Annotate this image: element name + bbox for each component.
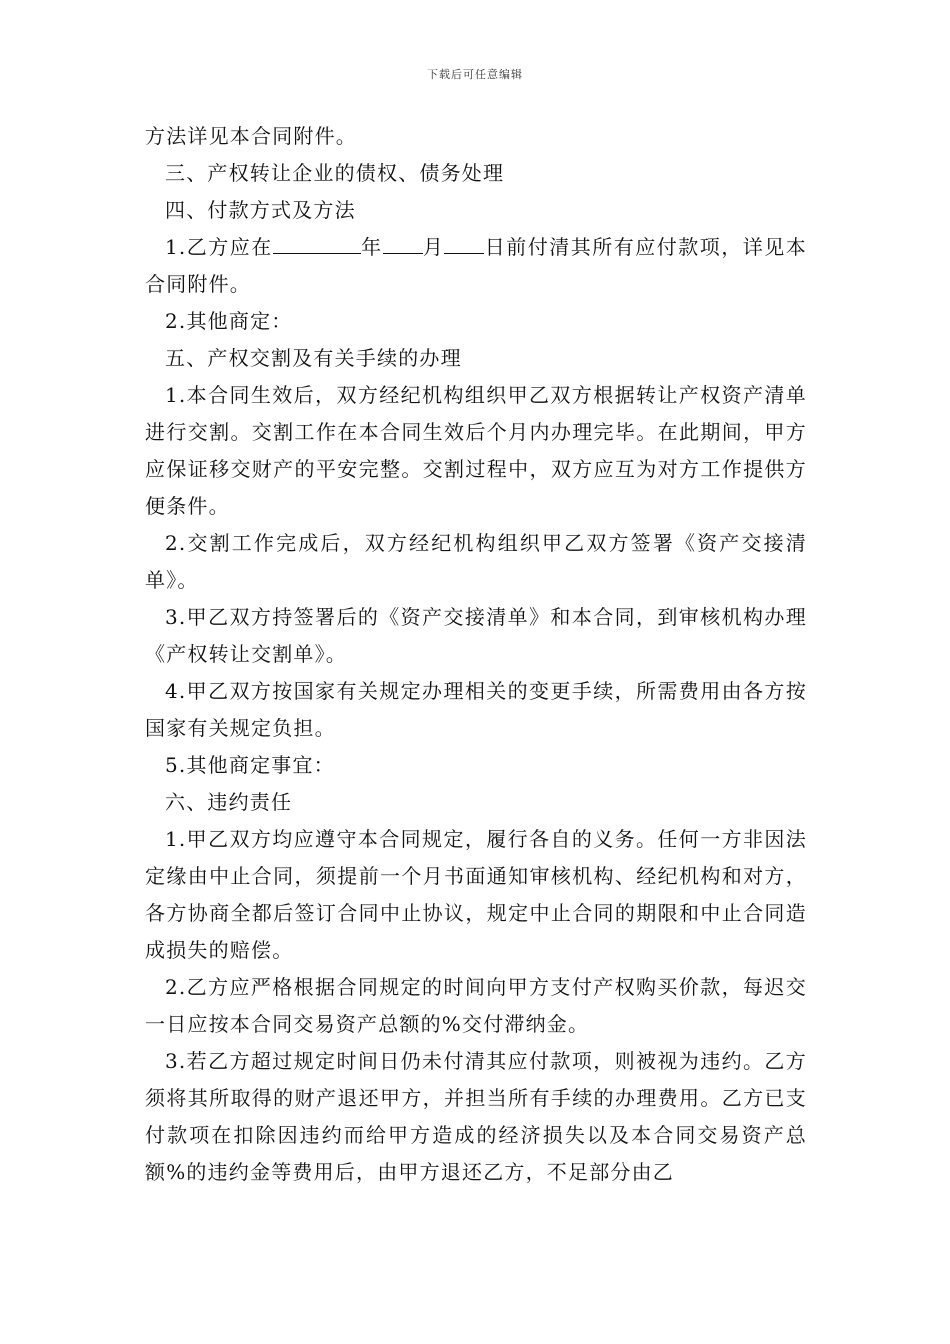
month-blank <box>383 235 423 254</box>
handover-clause-3: 3.甲乙双方持签署后的《资产交接清单》和本合同，到审核机构办理《产权转让交割单》。 <box>145 605 807 666</box>
document-body <box>145 118 807 1191</box>
payment-clause-1 <box>145 229 807 303</box>
section-heading-5: 五、产权交割及有关手续的办理 <box>165 346 462 370</box>
section-heading-4: 四、付款方式及方法 <box>165 198 356 222</box>
payment-clause-text-a: 1.乙方应在 <box>165 235 273 259</box>
breach-clause-2: 2.乙方应严格根据合同规定的时间向甲方支付产权购买价款，每迟交一日应按本合同交易资产总额的%交付滞纳金。 <box>145 975 807 1036</box>
payment-clause-text-d: 日前付清其所有应付款项，详见本合同附件。 <box>145 235 807 296</box>
section-heading-6: 六、违约责任 <box>165 790 293 814</box>
paragraph-attachment-ref: 方法详见本合同附件。 <box>145 124 357 148</box>
payment-clause-2: 2.其他商定： <box>165 309 293 333</box>
breach-clause-1: 1.甲乙双方均应遵守本合同规定，履行各自的义务。任何一方非因法定缘由中止合同，须提前一个月书面通知审核机构、经纪机构和对方，各方协商全都后签订合同中止协议，规定中止合同的期限和中止合同造成损失的赔偿。 <box>145 827 807 962</box>
breach-clause-3: 3.若乙方超过规定时间日仍未付清其应付款项，则被视为违约。乙方须将其所取得的财产退还甲方，并担当所有手续的办理费用。乙方已支付款项在扣除因违约而给甲方造成的经济损失以及本合同交易资产总额%的违约金等费用后，由甲方退还乙方，不足部分由乙 <box>145 1049 807 1184</box>
page-header-note: 下载后可任意编辑 <box>427 68 523 81</box>
payment-clause-text-c: 月 <box>422 235 445 259</box>
handover-clause-5: 5.其他商定事宜： <box>165 753 335 777</box>
year-blank <box>273 235 361 254</box>
section-heading-3: 三、产权转让企业的债权、债务处理 <box>165 161 505 185</box>
handover-clause-4: 4.甲乙双方按国家有关规定办理相关的变更手续，所需费用由各方按国家有关规定负担。 <box>145 679 807 740</box>
day-blank <box>444 235 484 254</box>
handover-clause-2: 2.交割工作完成后，双方经纪机构组织甲乙双方签署《资产交接清单》。 <box>145 531 807 592</box>
payment-clause-text-b: 年 <box>360 235 383 259</box>
handover-clause-1: 1.本合同生效后，双方经纪机构组织甲乙双方根据转让产权资产清单进行交割。交割工作在本合同生效后个月内办理完毕。在此期间，甲方应保证移交财产的平安完整。交割过程中，双方应互为对方工作提供方便条件。 <box>145 383 807 518</box>
